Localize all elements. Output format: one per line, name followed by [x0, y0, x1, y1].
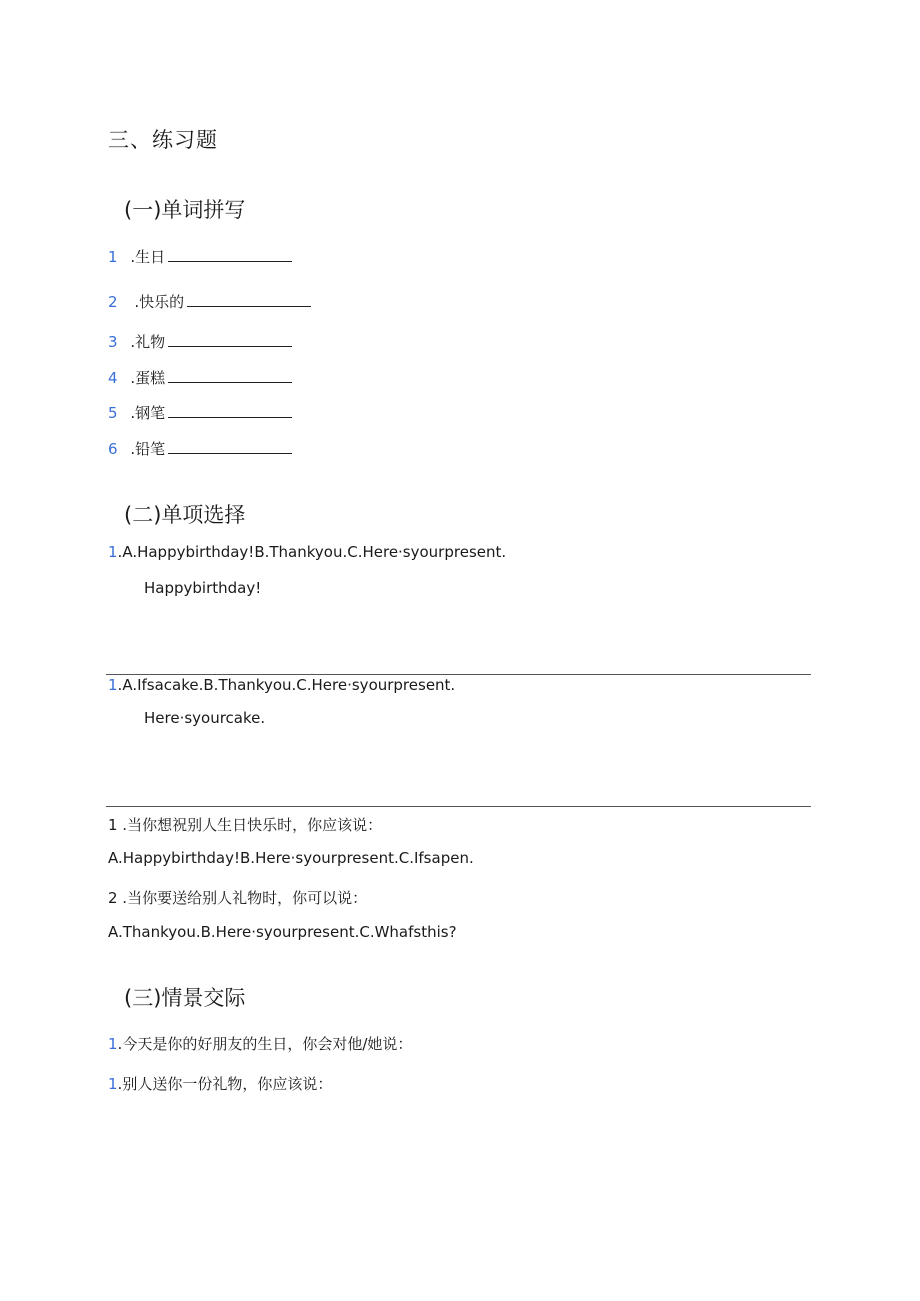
choice-question-1 — [108, 543, 506, 561]
item-number: 6 — [108, 440, 118, 458]
item-text: .铅笔 — [130, 440, 166, 458]
choice-question-3: 1 .当你想祝别人生日快乐时，你应该说： — [108, 816, 383, 834]
question-prompt: Happybirthday! — [144, 579, 262, 597]
answer-blank[interactable] — [168, 368, 292, 383]
question-options: .A.Happybirthday!B.Thankyou.C.Here·syourpresent. — [117, 543, 507, 561]
item-text: .今天是你的好朋友的生日，你会对他/她说： — [117, 1035, 413, 1053]
answer-blank[interactable] — [168, 439, 292, 454]
section3-title: (三)情景交际 — [124, 986, 246, 1010]
section2-title: (二)单项选择 — [124, 503, 246, 527]
spelling-item-6 — [108, 438, 292, 459]
spelling-item-4 — [108, 367, 292, 388]
answer-blank[interactable] — [168, 332, 292, 347]
question-options: A.Thankyou.B.Here·syourpresent.C.Whafsthis? — [108, 923, 457, 941]
page-heading: 三、练习题 — [108, 128, 218, 152]
item-number: 1 — [108, 1075, 118, 1093]
spelling-item-3 — [108, 331, 292, 352]
question-number: 1 — [108, 543, 118, 561]
answer-blank[interactable] — [187, 292, 311, 307]
item-number: 4 — [108, 369, 118, 387]
spelling-item-1 — [108, 246, 292, 267]
choice-question-4: 2 .当你要送给别人礼物时，你可以说： — [108, 889, 368, 907]
question-options: A.Happybirthday!B.Here·syourpresent.C.Ifsapen. — [108, 849, 474, 867]
question-number: 1 — [108, 676, 118, 694]
item-text: .钢笔 — [130, 404, 166, 422]
item-number: 3 — [108, 333, 118, 351]
item-number: 1 — [108, 1035, 118, 1053]
item-text: .蛋糕 — [130, 369, 166, 387]
spelling-item-5 — [108, 402, 292, 423]
answer-blank[interactable] — [168, 247, 292, 262]
item-text: .礼物 — [130, 333, 166, 351]
question-prompt: Here·syourcake. — [144, 709, 266, 727]
item-text: .生日 — [130, 248, 166, 266]
scenario-item-1 — [108, 1033, 412, 1054]
item-number: 5 — [108, 404, 118, 422]
question-options: .A.Ifsacake.B.Thankyou.C.Here·syourpresent. — [117, 676, 456, 694]
choice-question-2 — [108, 676, 455, 694]
spelling-item-2 — [108, 291, 311, 312]
answer-line — [106, 674, 811, 675]
item-text: .别人送你一份礼物，你应该说： — [117, 1075, 333, 1093]
item-number: 1 — [108, 248, 118, 266]
section1-title: (一)单词拼写 — [124, 198, 246, 222]
item-text: .快乐的 — [134, 293, 185, 311]
item-number: 2 — [108, 293, 118, 311]
answer-line — [106, 806, 811, 807]
answer-blank[interactable] — [168, 403, 292, 418]
scenario-item-2 — [108, 1073, 332, 1094]
